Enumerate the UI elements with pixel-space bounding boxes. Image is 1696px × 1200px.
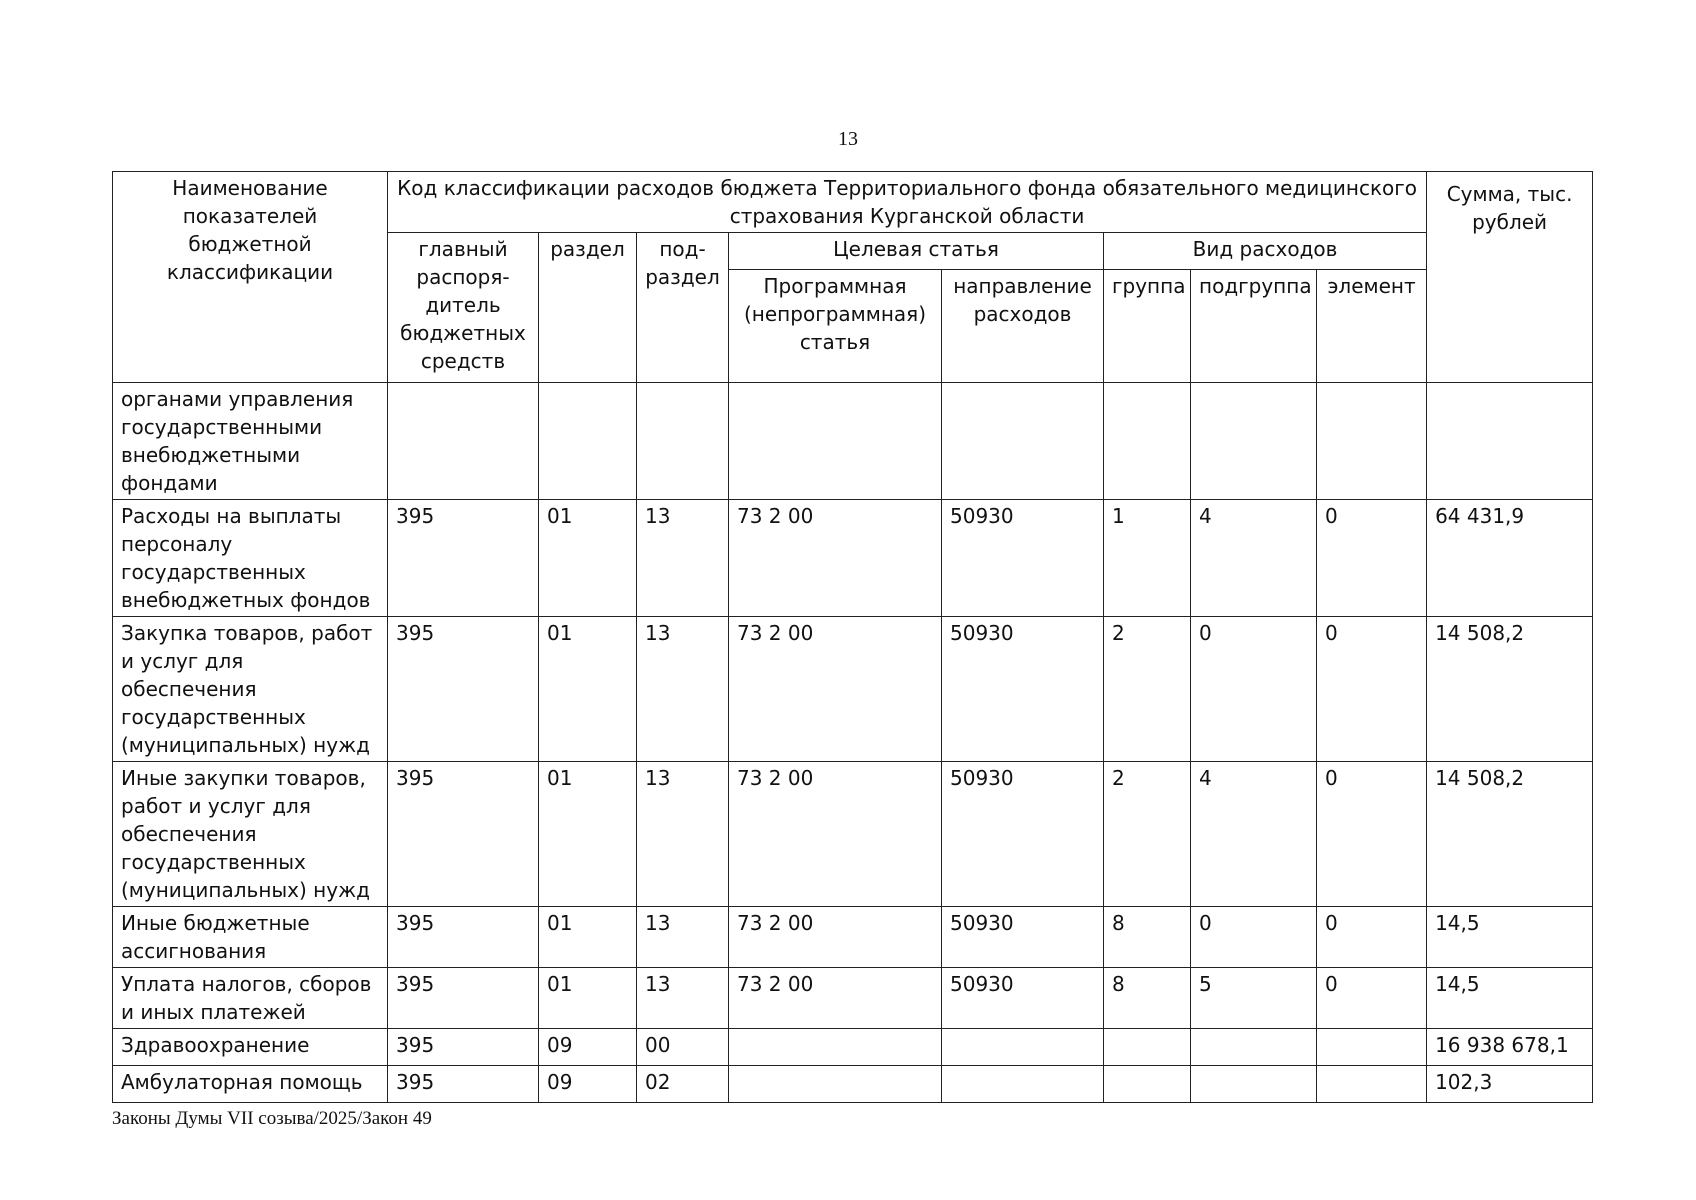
cell-subsection: 13 xyxy=(637,968,729,1029)
cell-program: 73 2 00 xyxy=(729,968,942,1029)
cell-subsection xyxy=(637,383,729,500)
row-name: органами управления государственными внебюджетными фондами xyxy=(113,383,388,500)
row-name: Иные закупки товаров, работ и услуг для обеспечения государственных (муниципальных) нужд xyxy=(113,762,388,907)
header-element: элемент xyxy=(1317,270,1427,383)
cell-element xyxy=(1317,383,1427,500)
cell-subgroup xyxy=(1191,1029,1317,1066)
table-row xyxy=(113,907,1593,968)
cell-group: 2 xyxy=(1104,762,1191,907)
header-program-article: Программная (непрограммная) статья xyxy=(729,270,942,383)
cell-grbs: 395 xyxy=(388,762,539,907)
row-name: Иные бюджетные ассигнования xyxy=(113,907,388,968)
cell-sum: 14,5 xyxy=(1427,907,1593,968)
cell-program: 73 2 00 xyxy=(729,762,942,907)
cell-subsection: 02 xyxy=(637,1066,729,1103)
header-code-group: Код классификации расходов бюджета Территориального фонда обязательного медицинского страхования Курганской области xyxy=(388,172,1427,233)
cell-subgroup xyxy=(1191,383,1317,500)
cell-group: 1 xyxy=(1104,500,1191,617)
cell-sum xyxy=(1427,383,1593,500)
row-name: Расходы на выплаты персоналу государственных внебюджетных фондов xyxy=(113,500,388,617)
cell-grbs: 395 xyxy=(388,1029,539,1066)
cell-element: 0 xyxy=(1317,500,1427,617)
cell-element: 0 xyxy=(1317,617,1427,762)
cell-direction: 50930 xyxy=(942,617,1104,762)
header-expense-type: Вид расходов xyxy=(1104,233,1427,270)
cell-group: 8 xyxy=(1104,968,1191,1029)
cell-subsection: 13 xyxy=(637,762,729,907)
cell-grbs: 395 xyxy=(388,617,539,762)
cell-program: 73 2 00 xyxy=(729,500,942,617)
cell-grbs: 395 xyxy=(388,968,539,1029)
cell-group xyxy=(1104,383,1191,500)
cell-section: 01 xyxy=(539,500,637,617)
table-row xyxy=(113,617,1593,762)
cell-element: 0 xyxy=(1317,762,1427,907)
cell-subgroup xyxy=(1191,1066,1317,1103)
cell-direction: 50930 xyxy=(942,907,1104,968)
cell-grbs xyxy=(388,383,539,500)
table-row xyxy=(113,383,1593,500)
cell-subgroup: 0 xyxy=(1191,907,1317,968)
cell-direction xyxy=(942,383,1104,500)
row-name: Амбулаторная помощь xyxy=(113,1066,388,1103)
cell-element: 0 xyxy=(1317,968,1427,1029)
cell-subsection: 13 xyxy=(637,907,729,968)
footer-document-ref: Законы Думы VII созыва/2025/Закон 49 xyxy=(112,1108,432,1129)
cell-section: 01 xyxy=(539,617,637,762)
cell-subgroup: 0 xyxy=(1191,617,1317,762)
cell-group: 8 xyxy=(1104,907,1191,968)
table-row xyxy=(113,1029,1593,1066)
cell-section: 01 xyxy=(539,762,637,907)
cell-element xyxy=(1317,1066,1427,1103)
cell-direction: 50930 xyxy=(942,762,1104,907)
cell-program: 73 2 00 xyxy=(729,907,942,968)
cell-subgroup: 5 xyxy=(1191,968,1317,1029)
budget-table xyxy=(112,171,1593,1103)
header-subgroup: подгруппа xyxy=(1191,270,1317,383)
cell-program xyxy=(729,1066,942,1103)
cell-group xyxy=(1104,1029,1191,1066)
header-sum: Сумма, тыс. рублей xyxy=(1427,172,1593,383)
cell-grbs: 395 xyxy=(388,907,539,968)
cell-section xyxy=(539,383,637,500)
cell-subsection: 00 xyxy=(637,1029,729,1066)
cell-sum: 14 508,2 xyxy=(1427,617,1593,762)
header-name: Наименование показателей бюджетной классификации xyxy=(113,172,388,383)
cell-direction: 50930 xyxy=(942,968,1104,1029)
cell-grbs: 395 xyxy=(388,1066,539,1103)
header-subsection: под-раздел xyxy=(637,233,729,383)
cell-direction xyxy=(942,1066,1104,1103)
cell-sum: 14,5 xyxy=(1427,968,1593,1029)
cell-subgroup: 4 xyxy=(1191,500,1317,617)
cell-sum: 102,3 xyxy=(1427,1066,1593,1103)
cell-sum: 64 431,9 xyxy=(1427,500,1593,617)
header-target-article: Целевая статья xyxy=(729,233,1104,270)
cell-group xyxy=(1104,1066,1191,1103)
cell-section: 01 xyxy=(539,907,637,968)
cell-group: 2 xyxy=(1104,617,1191,762)
cell-subsection: 13 xyxy=(637,500,729,617)
row-name: Закупка товаров, работ и услуг для обеспечения государственных (муниципальных) нужд xyxy=(113,617,388,762)
cell-sum: 14 508,2 xyxy=(1427,762,1593,907)
row-name: Здравоохранение xyxy=(113,1029,388,1066)
cell-subsection: 13 xyxy=(637,617,729,762)
table-row xyxy=(113,1066,1593,1103)
header-section: раздел xyxy=(539,233,637,383)
cell-program: 73 2 00 xyxy=(729,617,942,762)
cell-subgroup: 4 xyxy=(1191,762,1317,907)
page-number: 13 xyxy=(838,128,858,150)
table-row xyxy=(113,500,1593,617)
cell-element: 0 xyxy=(1317,907,1427,968)
cell-program xyxy=(729,1029,942,1066)
cell-grbs: 395 xyxy=(388,500,539,617)
cell-direction xyxy=(942,1029,1104,1066)
cell-sum: 16 938 678,1 xyxy=(1427,1029,1593,1066)
header-main-manager: главный распоря-дитель бюджетных средств xyxy=(388,233,539,383)
cell-section: 01 xyxy=(539,968,637,1029)
table-row xyxy=(113,968,1593,1029)
cell-direction: 50930 xyxy=(942,500,1104,617)
cell-section: 09 xyxy=(539,1066,637,1103)
header-group: группа xyxy=(1104,270,1191,383)
header-expense-direction: направление расходов xyxy=(942,270,1104,383)
table-row xyxy=(113,762,1593,907)
cell-section: 09 xyxy=(539,1029,637,1066)
cell-element xyxy=(1317,1029,1427,1066)
cell-program xyxy=(729,383,942,500)
row-name: Уплата налогов, сборов и иных платежей xyxy=(113,968,388,1029)
